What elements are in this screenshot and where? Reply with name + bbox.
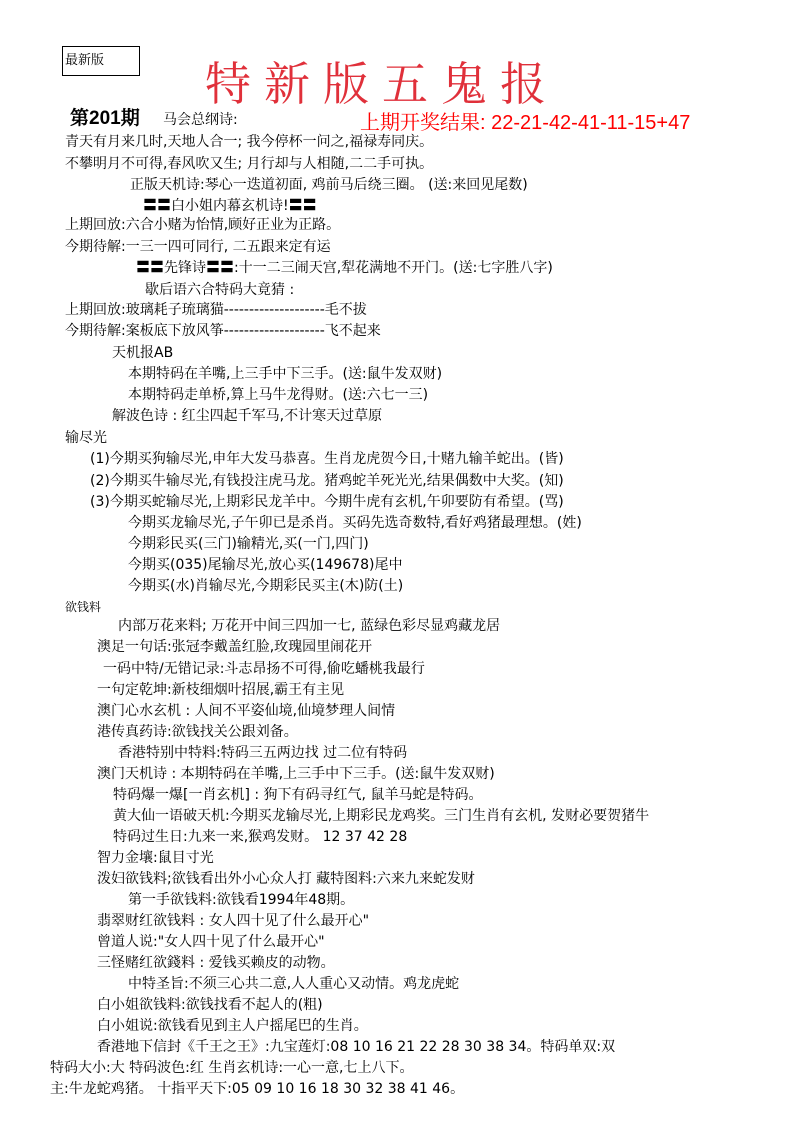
text-line: 〓〓先锋诗〓〓:十一二三闹天宫,犁花满地不开门。(送:七字胜八字) <box>136 260 553 276</box>
text-line: 澳门心水玄机 : 人间不平姿仙境,仙境梦理人间情 <box>97 703 396 719</box>
text-line: 翡翠财红欲钱料 : 女人四十见了什么最开心" <box>97 913 370 929</box>
issue-subtitle: 马会总纲诗: <box>163 112 238 128</box>
text-line: 内部万花来料; 万花开中间三四加一七, 蓝绿色彩尽显鸡藏龙居 <box>118 618 501 634</box>
text-line: 上期回放:六合小赌为怡情,顾好正业为正路。 <box>65 217 341 233</box>
text-line: 中特圣旨:不须三心共二意,人人重心又动情。鸡龙虎蛇 <box>128 976 460 992</box>
text-line: 上期回放:玻璃耗子琉璃猫--------------------毛不拔 <box>65 302 367 318</box>
text-line: 港传真药诗:欲钱找关公跟刘备。 <box>97 724 298 740</box>
text-line: 一码中特/无错记录:斗志昂扬不可得,偷吃蟠桃我最行 <box>103 661 425 677</box>
text-line: 特码爆一爆[一肖玄机] : 狗下有码寻红气, 鼠羊马蛇是特码。 <box>113 787 483 803</box>
text-line: 三怪赌红欲錢料 : 爱钱买赖皮的动物。 <box>97 955 335 971</box>
text-line: 输尽光 <box>65 430 107 446</box>
text-line: 不攀明月不可得,春风吹又生; 月行却与人相随,二二手可执。 <box>65 156 434 172</box>
last-result-numbers: 22-21-42-41-11-15+47 <box>491 112 691 134</box>
text-line: 白小姐说:欲钱看见到主人户摇尾巴的生肖。 <box>97 1018 368 1034</box>
text-line: (1)今期买狗输尽光,申年大发马恭喜。生肖龙虎贺今日,十赌九输羊蛇出。(皆) <box>90 451 564 467</box>
text-line: 天机报AB <box>112 345 174 361</box>
text-line: 第一手欲钱料:欲钱看1994年48期。 <box>128 892 355 908</box>
text-line: 今期彩民买(三门)输精光,买(一门,四门) <box>128 536 369 552</box>
page-title: 特新版五鬼报 <box>205 57 559 111</box>
text-line: 今期买(水)肖输尽光,今期彩民买主(木)防(土) <box>128 578 404 594</box>
text-line: 本期特码走单桥,算上马牛龙得财。(送:六七一三) <box>128 387 429 403</box>
text-line: 白小姐欲钱料:欲钱找看不起人的(粗) <box>97 997 323 1013</box>
text-line: (2)今期买牛输尽光,有钱投注虎马龙。猪鸡蛇羊死光光,结果偶数中大奖。(知) <box>90 473 564 489</box>
text-line: 解波色诗 : 红尘四起千军马,不计寒天过草原 <box>112 408 383 424</box>
text-line: 澳足一句话:张冠李戴盖红脸,玫瑰园里闹花开 <box>97 639 373 655</box>
text-line: 香港地下信封《千王之王》:九宝莲灯:08 10 16 21 22 28 30 38 34。特码单双:双 <box>97 1039 616 1055</box>
text-line: 香港特别中特料:特码三五两边找 过二位有特码 <box>118 745 408 761</box>
last-result <box>360 106 690 135</box>
text-line: 黄大仙一语破天机:今期买龙输尽光,上期彩民龙鸡奖。三门生肖有玄机, 发财必要贺猪牛 <box>113 808 650 824</box>
text-line: 一句定乾坤:新枝细烟叶招展,霸王有主见 <box>97 682 345 698</box>
text-line: 今期待解:案板底下放风筝--------------------飞不起来 <box>65 323 381 339</box>
text-line: 歇后语六合特码大竟猜 : <box>145 282 295 298</box>
text-line: 今期待解:一三一四可同行, 二五跟来定有运 <box>65 239 331 255</box>
text-line: 曾道人说:"女人四十见了什么最开心" <box>97 934 325 950</box>
text-line: 特码大小:大 特码波色:红 生肖玄机诗:一心一意,七上八下。 <box>50 1060 414 1076</box>
text-line: 〓〓白小姐内幕玄机诗!〓〓 <box>143 198 317 214</box>
last-result-label: 上期开奖结果: <box>360 112 486 134</box>
text-line: 本期特码在羊嘴,上三手中下三手。(送:鼠牛发双财) <box>128 366 443 382</box>
text-line: 特码过生日:九来一来,猴鸡发财。 12 37 42 28 <box>113 829 408 845</box>
edition-badge: 最新版 <box>62 46 140 76</box>
text-line: 泼妇欲钱料;欲钱看出外小心众人打 藏特图料:六来九来蛇发财 <box>97 871 475 887</box>
text-line: 今期买(035)尾输尽光,放心买(149678)尾中 <box>128 557 403 573</box>
text-line: 青天有月来几时,天地人合一; 我今停杯一问之,福禄寿同庆。 <box>65 134 434 150</box>
text-line: 今期买龙输尽光,子午卯已是杀肖。买码先选奇数特,看好鸡猪最理想。(姓) <box>128 515 582 531</box>
text-line: 欲钱料 <box>65 600 102 614</box>
text-line: 正版天机诗:琴心一迭道初面, 鸡前马后绕三圈。 (送:来回见尾数) <box>130 177 528 193</box>
issue-number: 第201期 <box>70 108 140 129</box>
text-line: 澳门天机诗 : 本期特码在羊嘴,上三手中下三手。(送:鼠牛发双财) <box>97 766 495 782</box>
text-line: 智力金壤:鼠目寸光 <box>97 850 214 866</box>
text-line: 主:牛龙蛇鸡猪。 十指平天下:05 09 10 16 18 30 32 38 41 46。 <box>50 1081 465 1097</box>
text-line: (3)今期买蛇输尽光,上期彩民龙羊中。今期牛虎有玄机,午卯要防有希望。(骂) <box>90 494 564 510</box>
